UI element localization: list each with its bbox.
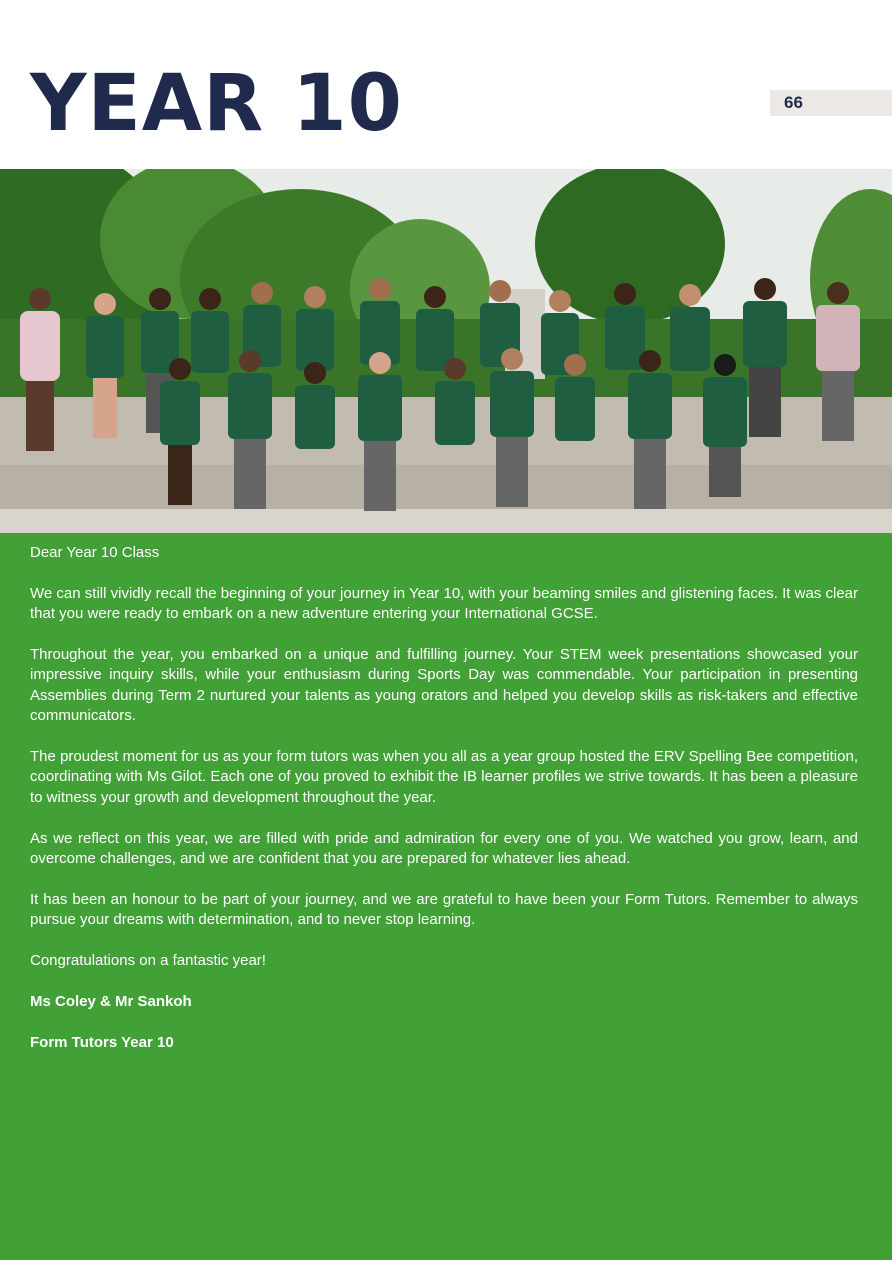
letter-closing: Congratulations on a fantastic year! (30, 952, 266, 970)
letter-paragraph: We can still vividly recall the beginning of your journey in Year 10, with your beaming smiles and glistening faces. It was clear that you were ready to embark on a new adventure entering your International GCSE. (30, 584, 858, 623)
letter-paragraph: It has been an honour to be part of your journey, and we are grateful to have been your Form Tutors. Remember to always pursue your dreams with determination, and to never stop learning. (30, 890, 858, 929)
letter-greeting: Dear Year 10 Class (30, 544, 160, 561)
lower-step (0, 465, 892, 513)
ground (0, 509, 892, 533)
page-number: 66 (770, 90, 892, 116)
letter-paragraph: Throughout the year, you embarked on a unique and fulfilling journey. Your STEM week presentations showcased your impressive inquiry skills, while your enthusiasm during Sports Day was commendable. Your participation in presenting Assemblies during Term 2 nurtured your talents as young orators and helped you develop skills as risk-takers and effective communicators. (30, 646, 858, 725)
signature-role: Form Tutors Year 10 (30, 1033, 174, 1051)
class-photo (0, 169, 892, 533)
signature-names: Ms Coley & Mr Sankoh (30, 992, 192, 1010)
class-photo-illustration (0, 169, 892, 533)
letter-panel (0, 533, 892, 1260)
page-title: YEAR 10 (30, 59, 403, 149)
letter-paragraph: As we reflect on this year, we are filled with pride and admiration for every one of you. We watched you grow, learn, and overcome challenges, and we are confident that you are prepared for whatever lies ahead. (30, 829, 858, 868)
letter-paragraph: The proudest moment for us as your form tutors was when you all as a year group hosted the ERV Spelling Bee competition, coordinating with Ms Gilot. Each one of you proved to exhibit the IB learner profiles we strive towards. It has been a pleasure to witness your growth and development throughout the year. (30, 748, 858, 806)
